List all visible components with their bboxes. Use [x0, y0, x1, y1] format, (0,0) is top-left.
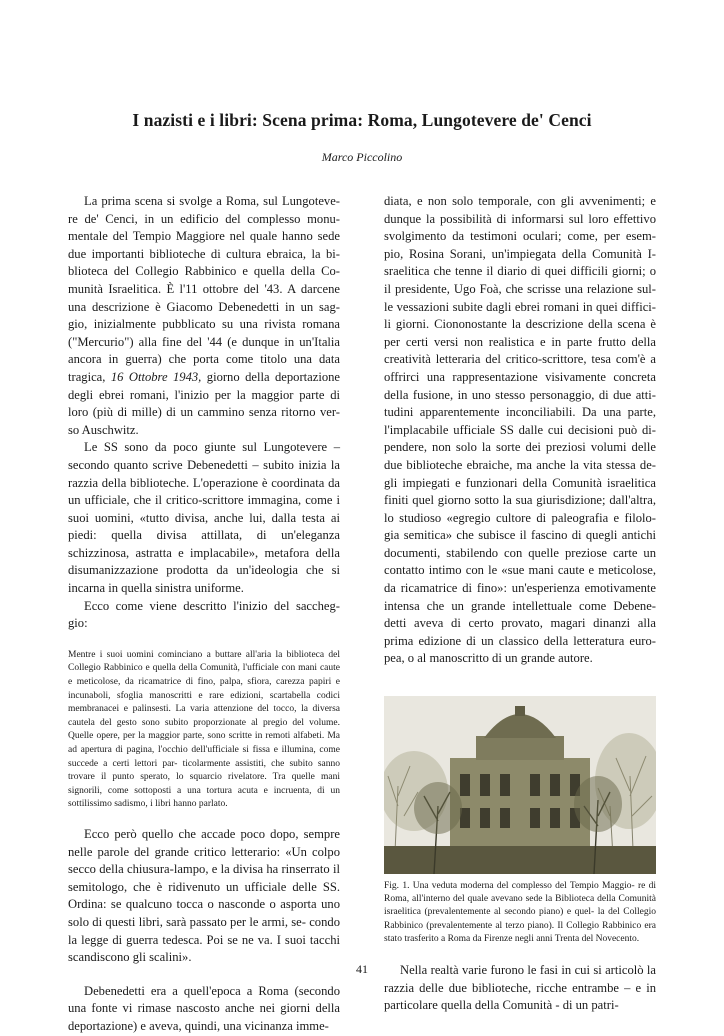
- paragraph: diata, e non solo temporale, con gli avvenimenti; e dunque la possibilità di informarsi sul loro effettivo svolgimento da testimoni oculari; come, per esem- pio, Rosina Sorani, un'impiegata della Comunità I- sraelitica che tenne il diario di quei difficili giorni; o il presidente, Ugo Foà, che scrisse una relazione sul- le vessazioni subite dagli ebrei romani in quei diffici- li giorni. Ciononostante la descrizione della scena è per certi versi non realistica e in parte frutto della creatività letteraria del critico-scrittore, tesa com'è a offrirci una rappresentazione visivamente concreta della fusione, in uno stesso personaggio, di due atti- tudini apparentemente inconciliabili. Da una parte, l'implacabile ufficiale SS dalle cui decisioni può di- pendere, non solo la sorte dei preziosi volumi delle due biblioteche ebraiche, ma anche la vita stessa de- gli impiegati e funzionari della Comunità israelitica finiti quel giorno sotto la sua giurisdizione; dall'altra, lo studioso «egregio cultore di paleografia e filolo- gia semitica» che subisce il fascino di quegli antichi documenti, stabilendo con quelle preziose carte un contatto intimo con le «sue mani caute e meticolose, da ricamatrice di fino»: un'esperienza emotivamente intensa che un grande intellettuale come Debene- detti aveva di certo provato, magari dinanzi alla prima edizione di un classico della letteratura euro- pea, o al manoscritto di un grande autore.: [384, 194, 656, 666]
- paragraph: Le SS sono da poco giunte sul Lungotevere – secondo quanto scrive Debenedetti – subito inizia la razzia della biblioteche. L'operazione è coordinata da un ufficiale, che il critico-scrittore immagina, come i suoi uomini, «tutto divisa, anche lui, dalla testa ai piedi: quella divisa attillata, di un'eleganza schizzinosa, astratta e implacabile», metafora della disumanizzazione prodotta da un'ideologia che si incarna in quella sinistra uniforme.: [68, 440, 340, 596]
- article-title: I nazisti e i libri: Scena prima: Roma, Lungotevere de' Cenci: [132, 110, 592, 130]
- paragraph-text: giorno della deportazione degli ebrei romani, l'inizio per la maggior parte di loro (più di mille) di un cammino senza ritorno ver- so Auschwitz.: [68, 369, 341, 437]
- paragraph: [68, 193, 340, 439]
- right-column: [384, 193, 656, 1015]
- paragraph-text: La prima scena si svolge a Roma, sul Lungoteve- re de' Cenci, in un edificio del complesso monu- mentale del Tempio Maggiore nel quale hanno sede due importanti biblioteche di cultura ebraica, la bi- blioteca del Collegio Rabbinico e quella della Co- munità Israelitica. È l'11 ottobre del '43. A darcene una descrizione è Giacomo Debenedetti in un sag- gio, inizialmente pubblicato su una rivista romana ("Mercurio") alla fine del '44 (e dunque in un'Italia ancora in guerra) che porta come titolo una data tragica,: [68, 194, 340, 384]
- paragraph: Nella realtà varie furono le fasi in cui si articolò la razzia delle due biblioteche, ricche entrambe – e in particolare quella della Comunità - di un patri-: [384, 963, 656, 1013]
- left-column: [68, 193, 340, 1036]
- page-number: 41: [356, 962, 368, 976]
- paragraph: Debenedetti era a quell'epoca a Roma (secondo una fonte vi rimase nascosto anche nei giorni della deportazione) e aveva, quindi, una vicinanza imme-: [68, 983, 340, 1033]
- block-quote: [68, 649, 340, 812]
- paragraph: Ecco però quello che accade poco dopo, sempre nelle parole del grande critico letterario: «Un colpo secco della chiusura-lampo, e la divisa ha rinserrato il semitologo, che è ridivenuto un ufficiale delle SS. Ordina: se qualcuno tocca o nasconde o asporta uno solo di questi libri, sarà passato per le armi, se- condo la legge di guerra tedesca. Poi se ne va. I suoi tacchi scandiscono gli scalini».: [68, 826, 340, 965]
- synagogue-photo: [384, 696, 656, 874]
- paragraph-gap: [384, 946, 656, 962]
- figure-caption: Fig. 1. Una veduta moderna del complesso del Tempio Maggio- re di Roma, all'interno del quale avevano sede la Biblioteca della Comunità israelitica (prevalentemente al secondo piano) e quel- la del Collegio Rabbinico (prevalentemente al terzo piano). Il Collegio Rabbinico era stato trasferito a Roma da Firenze negli anni Trenta del Novecento.: [384, 881, 656, 944]
- paragraph: Ecco come viene descritto l'inizio del saccheg- gio:: [68, 598, 340, 631]
- figure: [384, 696, 656, 946]
- article-author: Marco Piccolino: [321, 150, 403, 164]
- quote-text: Mentre i suoi uomini cominciano a buttare all'aria la biblioteca del Collegio Rabbinico e quella della Comunità, l'ufficiale con mani caute e meticolose, da ricamatrice di fino, palpa, sfiora, carezza papiri e incunaboli, sfoglia manoscritti e rare edizioni, scartabella codici membranacei e palinsesti. La varia attenzione del tocco, la diversa cautela del gesto sono subito proporzionate al pregio del volume. Quelle opere, per la maggior parte, sono scritte in remoti alfabeti. Ma ad apertura di pagina, l'occhio dell'ufficiale si fissa e illumina, come succede a certi lettori par- ticolarmente assistiti, che subito sanno trovare il punto sperato, lo squarcio rivelatore. Tra quelle mani signorili, come sottoposti a una tortura acuta e incruenta, di un sottilissimo sadismo, i libri hanno parlato.: [68, 649, 340, 810]
- date-emphasis: 16 Ottobre 1943,: [110, 369, 202, 384]
